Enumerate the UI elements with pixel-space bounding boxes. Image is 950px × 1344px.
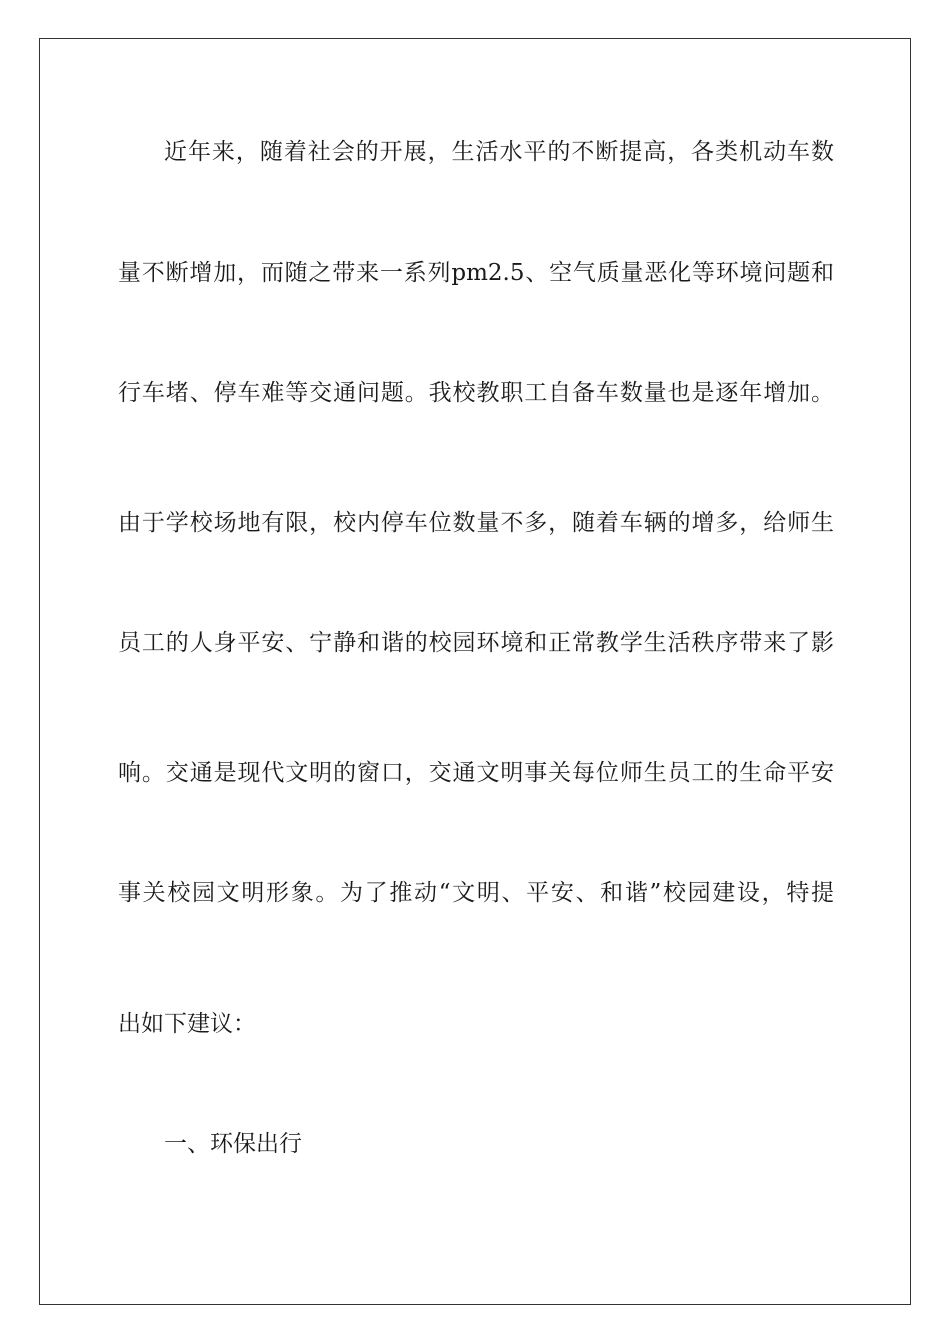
paragraph-line-5: 员工的人身平安、宁静和谐的校园环境和正常教学生活秩序带来了影 (118, 630, 834, 656)
paragraph-line-7: 事关校园文明形象。为了推动“文明、平安、和谐”校园建设，特提 (118, 880, 834, 906)
paragraph-line-4: 由于学校场地有限，校内停车位数量不多，随着车辆的增多，给师生 (118, 510, 834, 536)
paragraph-line-1: 近年来，随着社会的开展，生活水平的不断提高，各类机动车数 (164, 139, 834, 165)
section-heading: 一、环保出行 (164, 1131, 302, 1157)
paragraph-line-3: 行车堵、停车难等交通问题。我校教职工自备车数量也是逐年增加。 (118, 380, 834, 406)
paragraph-line-8: 出如下建议： (118, 1011, 256, 1037)
page-border (39, 38, 911, 1305)
paragraph-line-2: 量不断增加，而随之带来一系列pm2.5、空气质量恶化等环境问题和 (118, 260, 834, 286)
paragraph-line-6: 响。交通是现代文明的窗口，交通文明事关每位师生员工的生命平安 (118, 760, 834, 786)
